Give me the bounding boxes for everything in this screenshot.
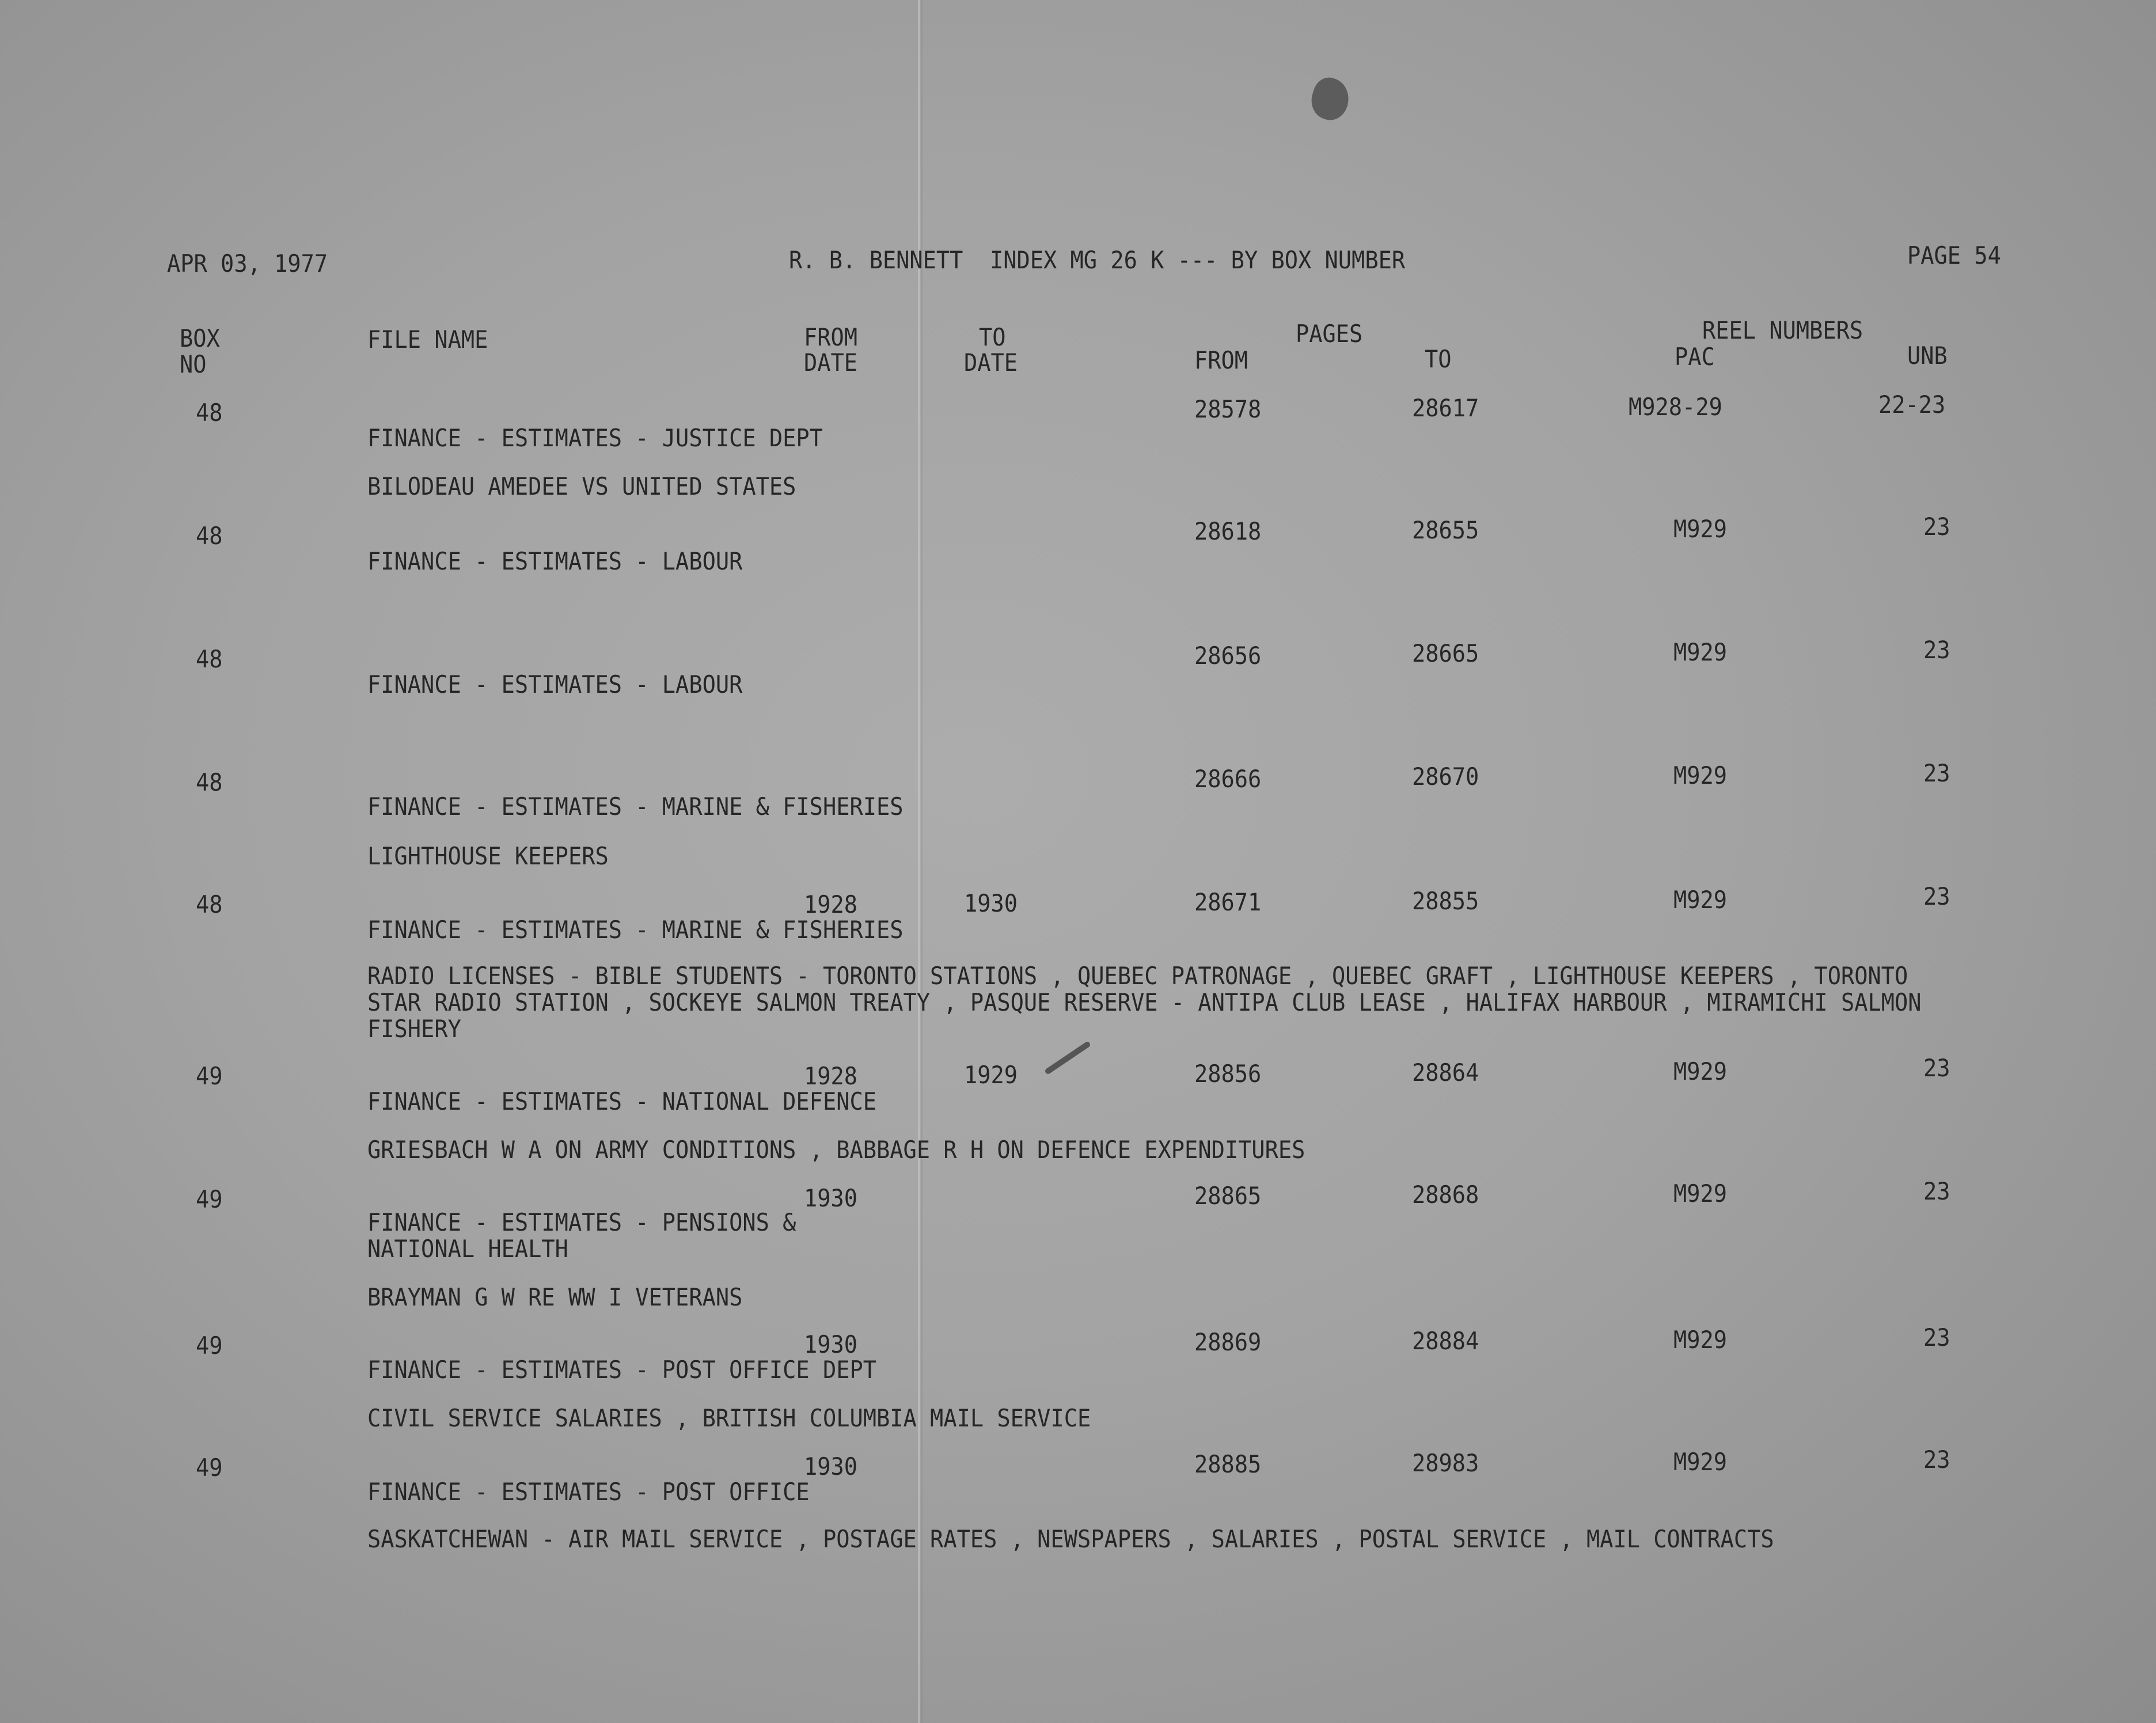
report-title: R. B. BENNETT INDEX MG 26 K --- BY BOX NUMBER xyxy=(789,246,1406,274)
col-box-bottom: NO xyxy=(180,350,207,378)
entry-unb: 23 xyxy=(1923,1054,1950,1082)
entry-page-to: 28884 xyxy=(1412,1327,1479,1355)
entry-box: 49 xyxy=(196,1062,223,1090)
entry-to-date: 1930 xyxy=(964,889,1018,917)
entry-from-date: 1928 xyxy=(804,890,858,919)
entry-page-to: 28670 xyxy=(1412,762,1479,791)
entry-file-name: FINANCE - ESTIMATES - NATIONAL DEFENCE xyxy=(367,1087,877,1115)
entry-box: 48 xyxy=(196,522,223,550)
entry-unb: 23 xyxy=(1923,882,1950,910)
entry-description: LIGHTHOUSE KEEPERS xyxy=(367,842,609,870)
col-reel-unb: UNB xyxy=(1907,341,1948,370)
entry-page-from: 28885 xyxy=(1194,1450,1262,1478)
pen-mark xyxy=(1044,1041,1091,1075)
entry-from-date: 1930 xyxy=(804,1452,858,1481)
entry-page-from: 28856 xyxy=(1194,1060,1262,1088)
entry-page-to: 28864 xyxy=(1412,1058,1479,1087)
entry-page-from: 28578 xyxy=(1194,395,1262,423)
entry-description-line: STAR RADIO STATION , SOCKEYE SALMON TREATY , PASQUE RESERVE - ANTIPA CLUB LEASE , HALIFAX HARBOUR , MIRAMICHI SALMON xyxy=(367,988,1922,1016)
entry-description: CIVIL SERVICE SALARIES , BRITISH COLUMBIA MAIL SERVICE xyxy=(367,1404,1091,1432)
entry-box: 48 xyxy=(196,399,223,427)
entry-unb: 23 xyxy=(1923,759,1950,787)
entry-page-from: 28666 xyxy=(1194,765,1262,793)
report-date: APR 03, 1977 xyxy=(167,249,328,278)
col-to-date-bottom: DATE xyxy=(964,348,1018,377)
entry-file-name: FINANCE - ESTIMATES - POST OFFICE DEPT xyxy=(367,1356,877,1384)
entry-unb: 23 xyxy=(1923,636,1950,664)
entry-to-date: 1929 xyxy=(964,1061,1018,1089)
entry-pac: M929 xyxy=(1673,638,1728,666)
col-reel-numbers: REEL NUMBERS xyxy=(1702,316,1863,344)
entry-from-date: 1928 xyxy=(804,1062,858,1090)
entry-pac: M929 xyxy=(1673,1326,1728,1354)
entry-unb: 23 xyxy=(1923,513,1950,541)
entry-from-date: 1930 xyxy=(804,1184,858,1212)
page-number: PAGE 54 xyxy=(1907,241,2001,270)
entry-pac: M929 xyxy=(1673,886,1728,914)
entry-page-to: 28655 xyxy=(1412,516,1479,544)
entry-description: BILODEAU AMEDEE VS UNITED STATES xyxy=(367,472,796,500)
entry-unb: 23 xyxy=(1923,1323,1950,1352)
entry-file-name: FINANCE - ESTIMATES - MARINE & FISHERIES xyxy=(367,916,904,944)
entry-pac: M929 xyxy=(1673,1448,1728,1476)
entry-page-from: 28618 xyxy=(1194,517,1262,545)
entry-box: 49 xyxy=(196,1331,223,1360)
entry-file-name: FINANCE - ESTIMATES - POST OFFICE xyxy=(367,1478,810,1506)
entry-description: SASKATCHEWAN - AIR MAIL SERVICE , POSTAGE RATES , NEWSPAPERS , SALARIES , POSTAL SERVICE , MAIL CONTRACTS xyxy=(367,1525,1774,1553)
col-pages: PAGES xyxy=(1296,320,1363,348)
entry-pac: M929 xyxy=(1673,761,1728,790)
col-pages-to: TO xyxy=(1425,345,1452,373)
entry-box: 48 xyxy=(196,645,223,673)
entry-box: 49 xyxy=(196,1185,223,1213)
entry-description-line: FISHERY xyxy=(367,1015,461,1043)
entry-file-name-line: NATIONAL HEALTH xyxy=(367,1235,568,1263)
col-pages-from: FROM xyxy=(1194,346,1248,374)
entry-page-from: 28656 xyxy=(1194,642,1262,670)
entry-description: BRAYMAN G W RE WW I VETERANS xyxy=(367,1283,743,1311)
entry-page-to: 28665 xyxy=(1412,639,1479,667)
entry-file-name: FINANCE - ESTIMATES - MARINE & FISHERIES xyxy=(367,792,904,821)
ink-blot xyxy=(1306,74,1354,124)
entry-box: 48 xyxy=(196,768,223,796)
entry-description-line: RADIO LICENSES - BIBLE STUDENTS - TORONTO STATIONS , QUEBEC PATRONAGE , QUEBEC GRAFT , LIGHTHOUSE KEEPERS , TORONTO xyxy=(367,962,1908,990)
col-from-date-top: FROM xyxy=(804,323,858,351)
entry-page-from: 28865 xyxy=(1194,1182,1262,1210)
entry-pac: M929 xyxy=(1673,1057,1728,1086)
col-reel-pac: PAC xyxy=(1675,343,1715,371)
col-to-date-top: TO xyxy=(979,323,1006,351)
entry-page-to: 28855 xyxy=(1412,887,1479,915)
entry-page-to: 28868 xyxy=(1412,1181,1479,1209)
entry-page-to: 28617 xyxy=(1412,394,1479,422)
entry-pac: M929 xyxy=(1673,1179,1728,1208)
entry-file-name: FINANCE - ESTIMATES - JUSTICE DEPT xyxy=(367,424,823,452)
entry-from-date: 1930 xyxy=(804,1330,858,1358)
entry-box: 48 xyxy=(196,890,223,919)
entry-pac: M928-29 xyxy=(1629,393,1722,421)
entry-file-name: FINANCE - ESTIMATES - LABOUR xyxy=(367,670,743,699)
entry-box: 49 xyxy=(196,1453,223,1482)
entry-file-name: FINANCE - ESTIMATES - LABOUR xyxy=(367,547,743,575)
entry-pac: M929 xyxy=(1673,515,1728,543)
col-from-date-bottom: DATE xyxy=(804,348,858,377)
entry-page-from: 28671 xyxy=(1194,888,1262,916)
entry-file-name-line: FINANCE - ESTIMATES - PENSIONS & xyxy=(367,1208,796,1236)
col-box-top: BOX xyxy=(180,324,220,352)
entry-page-from: 28869 xyxy=(1194,1328,1262,1356)
entry-page-to: 28983 xyxy=(1412,1449,1479,1477)
entry-unb: 22-23 xyxy=(1878,390,1946,419)
col-file-name: FILE NAME xyxy=(367,325,488,354)
entry-description: GRIESBACH W A ON ARMY CONDITIONS , BABBAGE R H ON DEFENCE EXPENDITURES xyxy=(367,1136,1305,1164)
entry-unb: 23 xyxy=(1923,1445,1950,1474)
entry-unb: 23 xyxy=(1923,1177,1950,1205)
